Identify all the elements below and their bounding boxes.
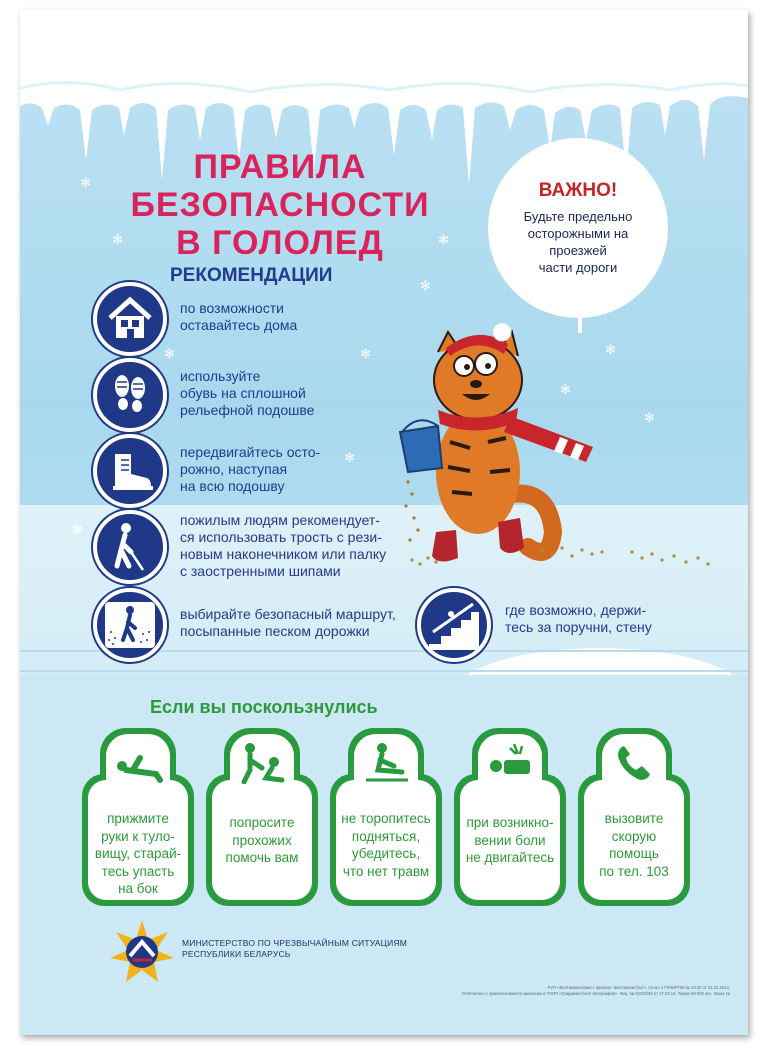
important-line: осторожными на проезжей <box>527 226 629 258</box>
recommendation-text <box>180 606 396 640</box>
text-line: помощь <box>609 846 659 861</box>
text-line: подняться, <box>351 828 421 844</box>
slip-tip-text <box>584 810 684 880</box>
text-line: пожилым людям рекомендует- <box>180 512 380 528</box>
footprints-icon <box>93 358 167 432</box>
text-line: не торопитесь <box>341 811 431 826</box>
title-line: В ГОЛОЛЕД <box>176 224 384 262</box>
text-line: рожно, наступая <box>180 461 288 477</box>
text-line: не двигайтесь <box>465 850 555 865</box>
slip-tip-text <box>336 810 436 880</box>
stripe <box>20 670 748 672</box>
important-line: части дороги <box>538 260 618 275</box>
important-title: ВАЖНО! <box>538 180 618 201</box>
text-line: тесь упасть <box>101 863 175 879</box>
snowflake-icon: ✻ <box>80 175 91 190</box>
text-line: помочь вам <box>225 850 299 865</box>
slip-tip-card <box>578 728 690 906</box>
snowflake-icon: ✻ <box>360 346 371 361</box>
recommendation-text <box>180 300 297 334</box>
snowflake-icon: ✻ <box>605 342 616 357</box>
text-line: ся использовать трость с рези- <box>180 529 382 545</box>
text-line: выбирайте безопасный маршрут, <box>180 606 396 622</box>
text-line: с заостренными шипами <box>180 563 341 579</box>
text-line: руки к туло- <box>101 828 175 844</box>
sanded-path-icon <box>93 588 167 662</box>
text-line: попросите <box>229 815 295 830</box>
text-line: рельефной подошве <box>180 402 315 418</box>
text-line: прохожих <box>232 832 292 848</box>
sand-trail <box>402 540 722 570</box>
handrail-stairs-icon <box>417 588 491 662</box>
text-line: РЕСПУБЛИКИ БЕЛАРУСЬ <box>182 949 291 959</box>
text-line: вызовите <box>604 811 664 826</box>
slip-tip-text <box>88 810 188 898</box>
fall-on-side-icon <box>112 740 164 784</box>
ministry-name <box>182 938 407 960</box>
important-line: Будьте предельно <box>523 209 633 224</box>
text-line: новым наконечником или палку <box>180 546 387 562</box>
snowflake-icon: ✻ <box>420 278 431 293</box>
text-line: по возможности <box>180 300 284 316</box>
snowflake-icon: ✻ <box>438 232 449 247</box>
text-line: скорую <box>611 828 657 844</box>
text-line: Отпечатано с оригинал-макета заказчика в ГОИП «Градиментская типография». Лиц. № 02330/39 от 27.03.14. Тираж 50 000 экз. Заказ № <box>461 991 730 996</box>
title-line: ПРАВИЛА <box>193 148 367 186</box>
important-text <box>500 208 656 276</box>
poster <box>20 10 748 1035</box>
text-line: оставайтесь дома <box>180 317 298 333</box>
snowflake-icon: ✻ <box>72 522 83 537</box>
text-line: посыпанные песком дорожки <box>180 623 370 639</box>
recommendation-text <box>505 602 652 636</box>
text-line: при возникно- <box>466 815 554 830</box>
text-line: где возможно, держи- <box>505 602 647 618</box>
page-title <box>130 148 430 262</box>
text-line: обувь на сплошной <box>180 385 306 401</box>
text-line: МИНИСТЕРСТВО ПО ЧРЕЗВЫЧАЙНЫМ СИТУАЦИЯМ <box>182 938 408 948</box>
pain-icon <box>484 740 536 784</box>
slip-tip-text <box>460 814 560 867</box>
slip-tip-card <box>330 728 442 906</box>
title-line: БЕЗОПАСНОСТИ <box>130 186 430 224</box>
ministry-emblem-icon <box>110 920 174 984</box>
text-line: по тел. 103 <box>599 863 669 879</box>
snowflake-icon: ✻ <box>164 346 175 361</box>
check-injury-icon <box>360 740 412 784</box>
snowflake-icon: ✻ <box>112 232 123 247</box>
slip-tip-card <box>454 728 566 906</box>
snowflake-icon: ✻ <box>644 410 655 425</box>
text-line: вении боли <box>474 832 546 848</box>
print-imprint <box>430 985 730 997</box>
text-line: что нет травм <box>342 863 430 879</box>
recommendation-text <box>180 368 314 419</box>
slip-tip-card <box>82 728 194 906</box>
text-line: на всю подошву <box>180 478 285 494</box>
slip-heading: Если вы поскользнулись <box>150 697 378 717</box>
text-line: вищу, старай- <box>94 846 182 861</box>
text-line: РУП «Белтаможсервис» филиал «Белтаможсбыт». Св-во о ГРИИРПИ № 1/132 от 24.01.2014. <box>547 985 730 990</box>
slip-tip-text <box>212 814 312 867</box>
text-line: на бок <box>118 881 158 896</box>
elderly-cane-icon <box>93 510 167 584</box>
recommendation-item <box>417 588 717 662</box>
recommendation-text <box>180 444 320 495</box>
text-line: убедитесь, <box>351 846 421 861</box>
text-line: передвигайтесь осто- <box>180 444 321 460</box>
snowflake-icon: ✻ <box>344 450 355 465</box>
recommendation-text <box>180 512 386 580</box>
text-line: используйте <box>180 368 261 384</box>
boot-icon <box>93 434 167 508</box>
ask-help-icon <box>236 740 288 784</box>
house-icon <box>93 282 167 356</box>
slip-tip-card <box>206 728 318 906</box>
phone-icon <box>608 740 660 784</box>
text-line: тесь за поручни, стену <box>505 619 652 635</box>
text-line: прижмите <box>107 811 169 826</box>
recommendations-heading: РЕКОМЕНДАЦИИ <box>170 265 333 286</box>
snowflake-icon: ✻ <box>560 382 571 397</box>
